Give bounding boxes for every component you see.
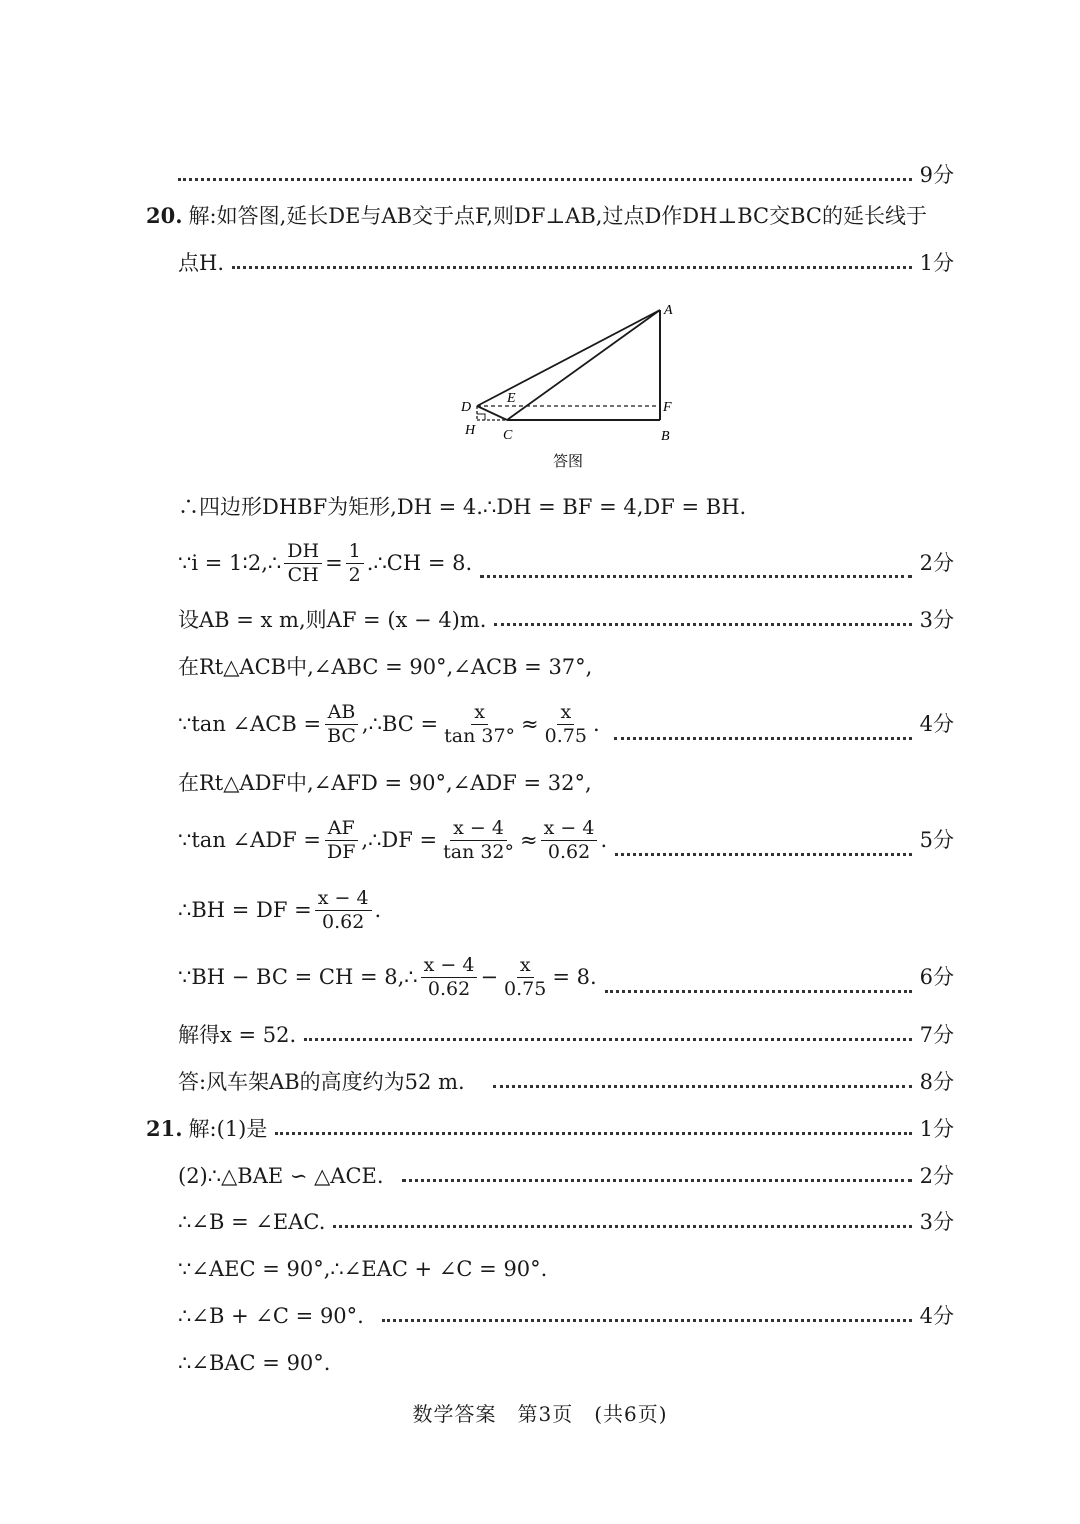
label-C: C — [503, 428, 513, 443]
dot-leader — [615, 853, 911, 856]
solution-line-15 — [178, 1302, 954, 1330]
figure-caption: 答图 — [553, 452, 584, 470]
segment-DC — [477, 406, 507, 420]
fraction — [346, 540, 364, 587]
solution-line-6 — [178, 769, 954, 797]
answer-figure — [455, 298, 695, 478]
label-F: F — [663, 400, 672, 415]
right-angle-mark-H — [477, 414, 485, 420]
dot-leader — [605, 990, 912, 993]
solution-text: . — [374, 898, 382, 922]
solution-text: ∴∠B + ∠C = 90°. — [178, 1304, 364, 1328]
denominator: 0.62 — [547, 840, 591, 863]
question-20-intro — [146, 202, 956, 230]
solution-text: ∴∠B = ∠EAC. — [178, 1210, 326, 1234]
denominator: tan 32° — [443, 840, 515, 863]
solution-text: 在Rt△ACB中,∠ABC = 90°,∠ACB = 37°, — [178, 655, 593, 679]
dot-leader — [178, 178, 912, 181]
score: 3分 — [919, 1210, 954, 1234]
solution-text: = — [325, 551, 343, 575]
solution-text: ,∴DF = — [361, 828, 438, 852]
score: 3分 — [919, 608, 954, 632]
fraction — [542, 701, 590, 748]
solution-text: 解:(1)是 — [188, 1117, 268, 1141]
solution-text: 在Rt△ADF中,∠AFD = 90°,∠ADF = 32°, — [178, 771, 592, 795]
solution-text: ∴∠BAC = 90°. — [178, 1351, 331, 1375]
fraction — [284, 540, 322, 587]
numerator: DH — [284, 540, 322, 564]
numerator: x — [557, 701, 574, 725]
solution-text: ∵tan ∠ADF = — [178, 828, 321, 852]
dot-leader — [480, 575, 911, 578]
numerator: x − 4 — [541, 817, 598, 841]
numerator: AF — [325, 817, 358, 841]
dot-leader — [494, 623, 911, 626]
question-number: 20. — [146, 203, 183, 228]
solution-line-12 — [178, 1162, 954, 1190]
solution-text: ∵tan ∠ACB = — [178, 712, 322, 736]
solution-text: 解得x = 52. — [178, 1023, 297, 1047]
solution-line-9 — [178, 953, 954, 1001]
label-D: D — [461, 400, 472, 415]
dot-leader — [614, 737, 912, 740]
denominator: 0.62 — [427, 977, 471, 1000]
solution-text: ∵BH − BC = CH = 8,∴ — [178, 965, 418, 989]
dot-leader — [304, 1038, 911, 1041]
dot-leader — [402, 1179, 912, 1182]
solution-text: ∵∠AEC = 90°,∴∠EAC + ∠C = 90°. — [178, 1257, 548, 1281]
solution-text: = 8. — [552, 965, 597, 989]
score: 9分 — [919, 163, 954, 187]
numerator: AB — [325, 701, 359, 725]
page-footer: 数学答案 第3页 (共6页) — [412, 1402, 668, 1426]
fraction — [421, 954, 478, 1001]
denominator: CH — [287, 563, 319, 586]
solution-line-16 — [178, 1349, 954, 1377]
score: 5分 — [919, 828, 954, 852]
numerator: x — [517, 954, 534, 978]
solution-line-14 — [178, 1255, 954, 1283]
dot-leader — [333, 1225, 911, 1228]
score: 6分 — [919, 965, 954, 989]
denominator: 2 — [348, 563, 361, 586]
label-B: B — [661, 429, 670, 444]
denominator: 0.75 — [504, 977, 547, 1000]
solution-text: (2)∴△BAE ∽ △ACE. — [178, 1164, 384, 1188]
numerator: 1 — [346, 540, 364, 564]
solution-text: .∴CH = 8. — [366, 551, 473, 575]
fraction — [324, 817, 358, 864]
solution-text: − — [480, 965, 499, 989]
solution-line-4 — [178, 653, 954, 681]
label-H: H — [465, 423, 476, 438]
label-A: A — [664, 303, 673, 318]
question-text: 点H. — [178, 251, 224, 275]
solution-text: ∴四边形DHBF为矩形,DH = 4.∴DH = BF = 4,DF = BH. — [178, 495, 747, 519]
solution-line-13 — [178, 1208, 954, 1236]
solution-text: ∵i = 1∶2,∴ — [178, 551, 282, 575]
score: 8分 — [919, 1070, 954, 1094]
score: 1分 — [919, 1117, 954, 1141]
solution-text: ,∴BC = — [361, 712, 439, 736]
denominator: 0.62 — [321, 910, 365, 933]
dot-leader — [232, 266, 912, 269]
solution-line-10 — [178, 1021, 954, 1049]
label-E: E — [507, 391, 516, 406]
solution-line-8 — [178, 886, 954, 934]
fraction — [441, 701, 518, 748]
solution-line-5 — [178, 700, 954, 748]
fraction — [501, 954, 549, 1001]
denominator: 0.75 — [544, 724, 587, 747]
fraction — [324, 701, 359, 748]
segment-DA — [477, 310, 660, 406]
numerator: x — [471, 701, 488, 725]
solution-text: . — [592, 712, 600, 736]
segment-CA — [507, 310, 660, 420]
solution-text: ∴BH = DF = — [178, 898, 312, 922]
solution-text: ≈ — [521, 712, 539, 736]
score-line-9 — [178, 161, 954, 189]
score: 2分 — [919, 1164, 954, 1188]
denominator: BC — [327, 724, 356, 747]
numerator: x − 4 — [315, 887, 372, 911]
numerator: x − 4 — [450, 817, 507, 841]
numerator: x − 4 — [421, 954, 478, 978]
denominator: DF — [326, 840, 356, 863]
solution-line-3 — [178, 606, 954, 634]
score: 2分 — [919, 551, 954, 575]
solution-line-2 — [178, 540, 954, 586]
fraction — [440, 817, 517, 864]
dot-leader — [493, 1085, 912, 1088]
solution-text: . — [600, 828, 608, 852]
question-text: 解:如答图,延长DE与AB交于点F,则DF⊥AB,过点D作DH⊥BC交BC的延长线于 — [188, 204, 927, 228]
question-20-intro-cont — [178, 249, 954, 277]
question-number: 21. — [146, 1116, 183, 1141]
fraction — [315, 887, 372, 934]
solution-text: 答:风车架AB的高度约为52 m. — [178, 1070, 465, 1094]
geometry-diagram — [455, 298, 695, 478]
dot-leader — [382, 1319, 912, 1322]
score: 7分 — [919, 1023, 954, 1047]
denominator: tan 37° — [444, 724, 516, 747]
solution-line-7 — [178, 816, 954, 864]
question-21-line-1 — [146, 1115, 954, 1143]
solution-line-11 — [178, 1068, 954, 1096]
solution-text: ≈ — [520, 828, 538, 852]
score: 1分 — [919, 251, 954, 275]
score: 4分 — [919, 1304, 954, 1328]
dot-leader — [275, 1132, 911, 1135]
solution-text: 设AB = x m,则AF = (x − 4)m. — [178, 608, 487, 632]
score: 4分 — [919, 712, 954, 736]
fraction — [541, 817, 598, 864]
solution-line-1 — [178, 493, 954, 521]
